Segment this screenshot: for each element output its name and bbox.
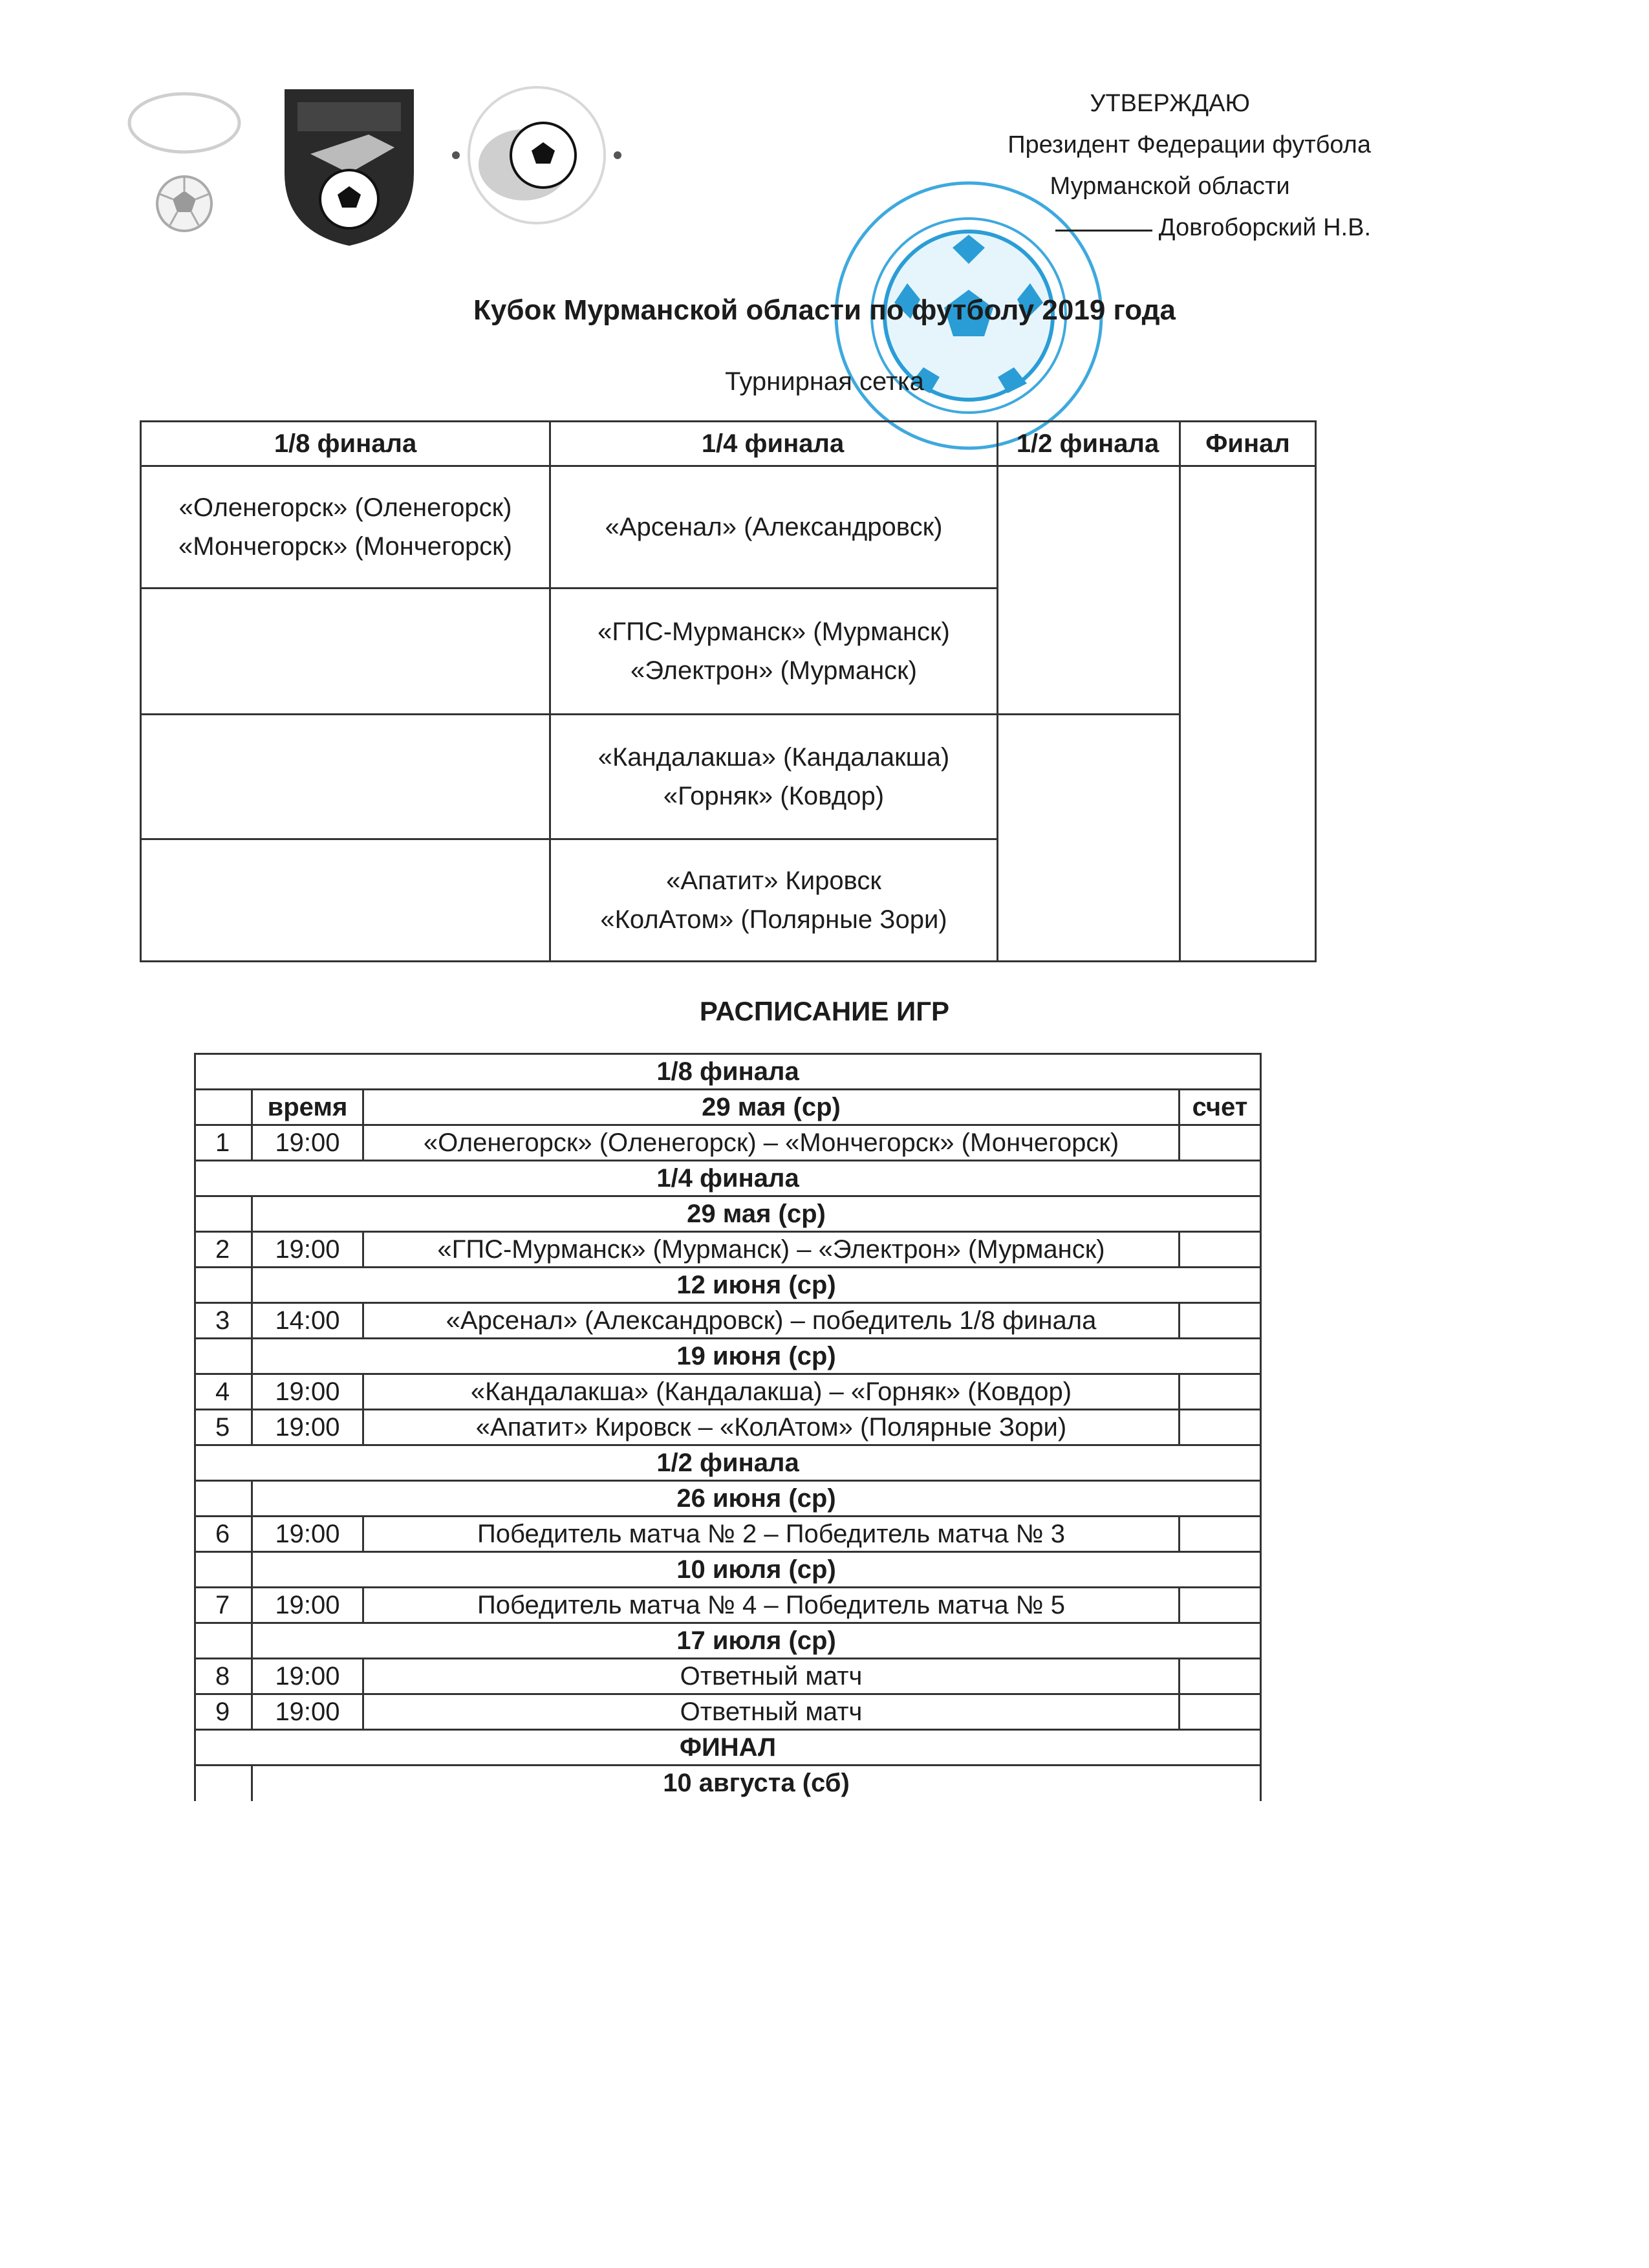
bracket-qf-match-2 [551,589,997,713]
stage-qf: 1/4 финала [195,1161,1261,1196]
bracket-subtitle: Турнирная сетка [725,367,924,396]
approval-block [1008,83,1371,248]
schedule-table [194,1053,1262,1801]
table-row: 9 19:00 Ответный матч [195,1694,1261,1730]
stage-r16: 1/8 финала [195,1054,1261,1090]
russian-football-union-logo [272,76,427,251]
table-row: 7 19:00 Победитель матча № 4 – Победитель матча № 5 [195,1588,1261,1623]
football-federation-logo [113,78,255,246]
bracket-header-quarter: 1/4 финала [701,429,845,458]
bracket-header-final: Финал [1205,429,1290,458]
schedule-stage-row [195,1445,1261,1481]
schedule-date-row: 26 июня (ср) [195,1481,1261,1517]
bracket-qf-match-3 [551,715,997,838]
approval-region: Мурманской области [1050,173,1290,200]
stage-final: ФИНАЛ [195,1730,1261,1766]
date-r16: 29 мая (ср) [363,1090,1180,1125]
table-row: 5 19:00 «Апатит» Кировск – «КолАтом» (Полярные Зори) [195,1410,1261,1445]
bracket-r16-team2: «Мончегорск» (Мончегорск) [178,532,513,561]
bracket-r16-match [142,467,549,587]
bracket-qf-match-4 [551,840,997,960]
schedule-date-row: 12 июня (ср) [195,1268,1261,1303]
bracket-qf4-team1: «Апатит» Кировск [666,867,881,895]
tournament-bracket [140,420,1317,962]
approval-signature-line [1008,207,1371,248]
table-row: 6 19:00 Победитель матча № 2 – Победитель матча № 3 [195,1517,1261,1552]
bracket-qf3-team2: «Горняк» (Ковдор) [663,782,885,810]
signature-line [1055,230,1152,232]
approval-heading: УТВЕРЖДАЮ [1090,90,1250,117]
bracket-qf2-team2: «Электрон» (Мурманск) [630,656,917,685]
schedule-title: РАСПИСАНИЕ ИГР [699,996,950,1026]
schedule-date-row: 10 августа (сб) [195,1766,1261,1801]
table-row: 1 19:00 «Оленегорск» (Оленегорск) – «Мончегорск» (Мончегорск) [195,1125,1261,1161]
approval-position: Президент Федерации футбола [1008,131,1371,158]
schedule-stage-row [195,1730,1261,1766]
schedule-date-row: 19 июня (ср) [195,1339,1261,1374]
schedule-date-row: 17 июля (ср) [195,1623,1261,1659]
bracket-r16-team1: «Оленегорск» (Оленегорск) [178,493,512,522]
score-header: счет [1180,1090,1261,1125]
bracket-qf4-team2: «КолАтом» (Полярные Зори) [600,905,947,934]
bracket-header-semi: 1/2 финала [1016,429,1159,458]
murmansk-federation-logo [440,81,634,230]
table-row: 8 19:00 Ответный матч [195,1659,1261,1694]
bracket-qf1-team1: «Арсенал» (Александровск) [605,513,943,541]
bracket-header-round16: 1/8 финала [274,429,417,458]
table-row: 4 19:00 «Кандалакша» (Кандалакша) – «Горняк» (Ковдор) [195,1374,1261,1410]
bracket-qf2-team1: «ГПС-Мурманск» (Мурманск) [598,618,950,646]
time-header: время [252,1090,363,1125]
table-row: 3 14:00 «Арсенал» (Александровск) – победитель 1/8 финала [195,1303,1261,1339]
approver-name: Довгоборский Н.В. [1158,214,1371,241]
table-row: 2 19:00 «ГПС-Мурманск» (Мурманск) – «Электрон» (Мурманск) [195,1232,1261,1268]
bracket-qf3-team1: «Кандалакша» (Кандалакша) [598,743,950,772]
bracket-qf-match-1 [551,467,997,587]
schedule-stage-row [195,1161,1261,1196]
document-title: Кубок Мурманской области по футболу 2019 года [473,294,1176,326]
schedule-date-row: 10 июля (ср) [195,1552,1261,1588]
stage-sf: 1/2 финала [195,1445,1261,1481]
schedule-date-row: 29 мая (ср) [195,1196,1261,1232]
schedule-header-row [195,1090,1261,1125]
schedule-stage-row [195,1054,1261,1090]
